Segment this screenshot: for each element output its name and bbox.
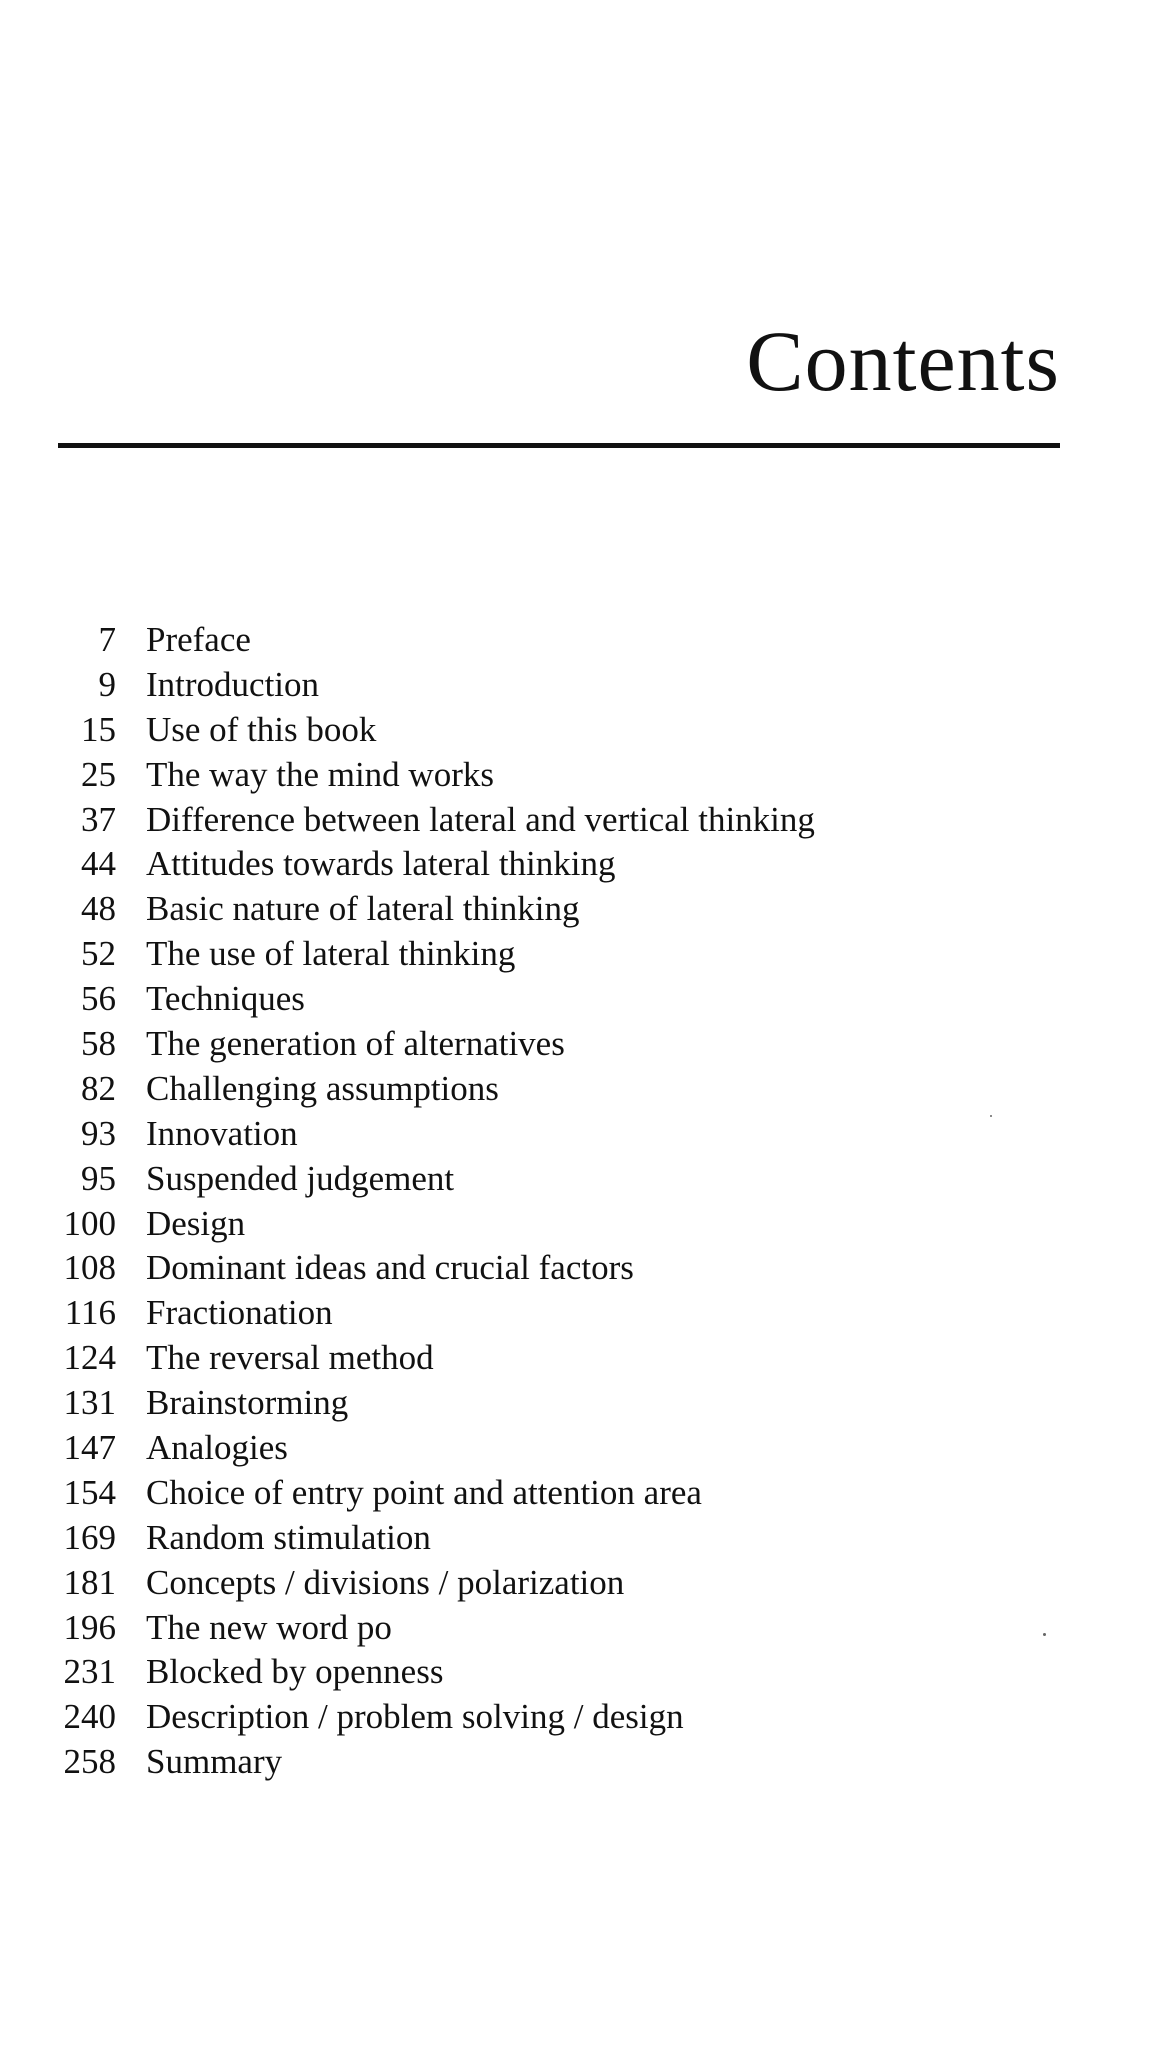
toc-chapter-title: Innovation bbox=[146, 1113, 298, 1153]
toc-chapter-title: The use of lateral thinking bbox=[146, 934, 516, 974]
toc-entry bbox=[40, 1246, 1040, 1291]
toc-page-number: 44 bbox=[81, 844, 116, 884]
toc-entry bbox=[40, 1606, 1040, 1651]
toc-page-number: 147 bbox=[63, 1428, 116, 1468]
toc-chapter-title: Analogies bbox=[146, 1428, 288, 1468]
toc-chapter-title: Challenging assumptions bbox=[146, 1068, 499, 1108]
toc-chapter-title: Preface bbox=[146, 620, 251, 659]
toc-entry bbox=[40, 1740, 1040, 1785]
toc-chapter-title: Random stimulation bbox=[146, 1517, 431, 1557]
toc-entry bbox=[40, 1202, 1040, 1247]
toc-page-number: 25 bbox=[81, 754, 116, 794]
toc-chapter-title: Fractionation bbox=[146, 1293, 333, 1333]
toc-entry bbox=[40, 1471, 1040, 1516]
toc-page-number: 231 bbox=[63, 1652, 116, 1692]
toc-page-number: 56 bbox=[81, 979, 116, 1019]
toc-page-number: 52 bbox=[81, 934, 116, 974]
toc-entry bbox=[40, 1112, 1040, 1157]
toc-chapter-title: Techniques bbox=[146, 979, 305, 1019]
toc-entry bbox=[40, 1426, 1040, 1471]
toc-page-number: 93 bbox=[81, 1113, 116, 1153]
toc-page-number: 196 bbox=[63, 1607, 116, 1647]
toc-page-number: 7 bbox=[98, 620, 116, 659]
toc-chapter-title: Dominant ideas and crucial factors bbox=[146, 1248, 634, 1288]
toc-chapter-title: The new word po bbox=[146, 1607, 392, 1647]
toc-entry bbox=[40, 1157, 1040, 1202]
toc-page-number: 58 bbox=[81, 1024, 116, 1064]
toc-entry bbox=[40, 932, 1040, 977]
print-speck bbox=[990, 1115, 992, 1117]
toc-page-number: 258 bbox=[63, 1742, 116, 1782]
toc-page-number: 15 bbox=[81, 709, 116, 749]
toc-page-number: 48 bbox=[81, 889, 116, 929]
toc-page-number: 181 bbox=[63, 1562, 116, 1602]
toc-entry bbox=[40, 1561, 1040, 1606]
toc-page-number: 124 bbox=[63, 1338, 116, 1378]
toc-entry bbox=[40, 1650, 1040, 1695]
toc-chapter-title: Use of this book bbox=[146, 709, 377, 749]
toc-chapter-title: Suspended judgement bbox=[146, 1158, 455, 1198]
toc-entry bbox=[40, 708, 1040, 753]
toc-entry bbox=[40, 1022, 1040, 1067]
toc-chapter-title: Concepts / divisions / polarization bbox=[146, 1562, 625, 1602]
toc-page-number: 131 bbox=[63, 1383, 116, 1423]
toc-chapter-title: The reversal method bbox=[146, 1338, 434, 1378]
toc-page-number: 169 bbox=[63, 1517, 116, 1557]
toc-page-number: 100 bbox=[63, 1203, 116, 1243]
toc-chapter-title: Choice of entry point and attention area bbox=[146, 1472, 702, 1512]
toc-chapter-title: Summary bbox=[146, 1742, 283, 1782]
toc-chapter-title: Introduction bbox=[146, 664, 320, 704]
toc-chapter-title: Attitudes towards lateral thinking bbox=[146, 844, 616, 884]
toc-entry bbox=[40, 1381, 1040, 1426]
toc-entry bbox=[40, 1695, 1040, 1740]
toc-chapter-title: Description / problem solving / design bbox=[146, 1697, 684, 1737]
toc-page-number: 82 bbox=[81, 1068, 116, 1108]
page-title: Contents bbox=[746, 313, 1060, 409]
print-speck bbox=[1043, 1633, 1046, 1636]
toc-entry bbox=[40, 1516, 1040, 1561]
toc-entry bbox=[40, 1291, 1040, 1336]
toc-entry bbox=[40, 753, 1040, 798]
toc-page-number: 240 bbox=[63, 1697, 116, 1737]
toc-chapter-title: The way the mind works bbox=[146, 754, 494, 794]
toc-page-number: 108 bbox=[63, 1248, 116, 1288]
title-rule bbox=[58, 443, 1060, 448]
toc-page-number: 154 bbox=[63, 1472, 116, 1512]
toc-page-number: 116 bbox=[64, 1293, 116, 1333]
toc-chapter-title: Basic nature of lateral thinking bbox=[146, 889, 580, 929]
toc-chapter-title: Difference between lateral and vertical thinking bbox=[146, 799, 815, 839]
toc-chapter-title: Brainstorming bbox=[146, 1383, 349, 1423]
toc-page-number: 37 bbox=[81, 799, 116, 839]
toc-entry bbox=[40, 663, 1040, 708]
toc-entry bbox=[40, 977, 1040, 1022]
toc-chapter-title: Design bbox=[146, 1203, 246, 1243]
table-of-contents bbox=[40, 618, 1040, 1785]
toc-page-number: 95 bbox=[81, 1158, 116, 1198]
toc-chapter-title: Blocked by openness bbox=[146, 1652, 444, 1692]
toc-entry bbox=[40, 618, 1040, 663]
toc-entry bbox=[40, 887, 1040, 932]
toc-chapter-title: The generation of alternatives bbox=[146, 1024, 565, 1064]
toc-page-number: 9 bbox=[98, 664, 116, 704]
toc-entry bbox=[40, 1067, 1040, 1112]
toc-entry bbox=[40, 842, 1040, 887]
toc-entry bbox=[40, 1336, 1040, 1381]
toc-entry bbox=[40, 798, 1040, 843]
